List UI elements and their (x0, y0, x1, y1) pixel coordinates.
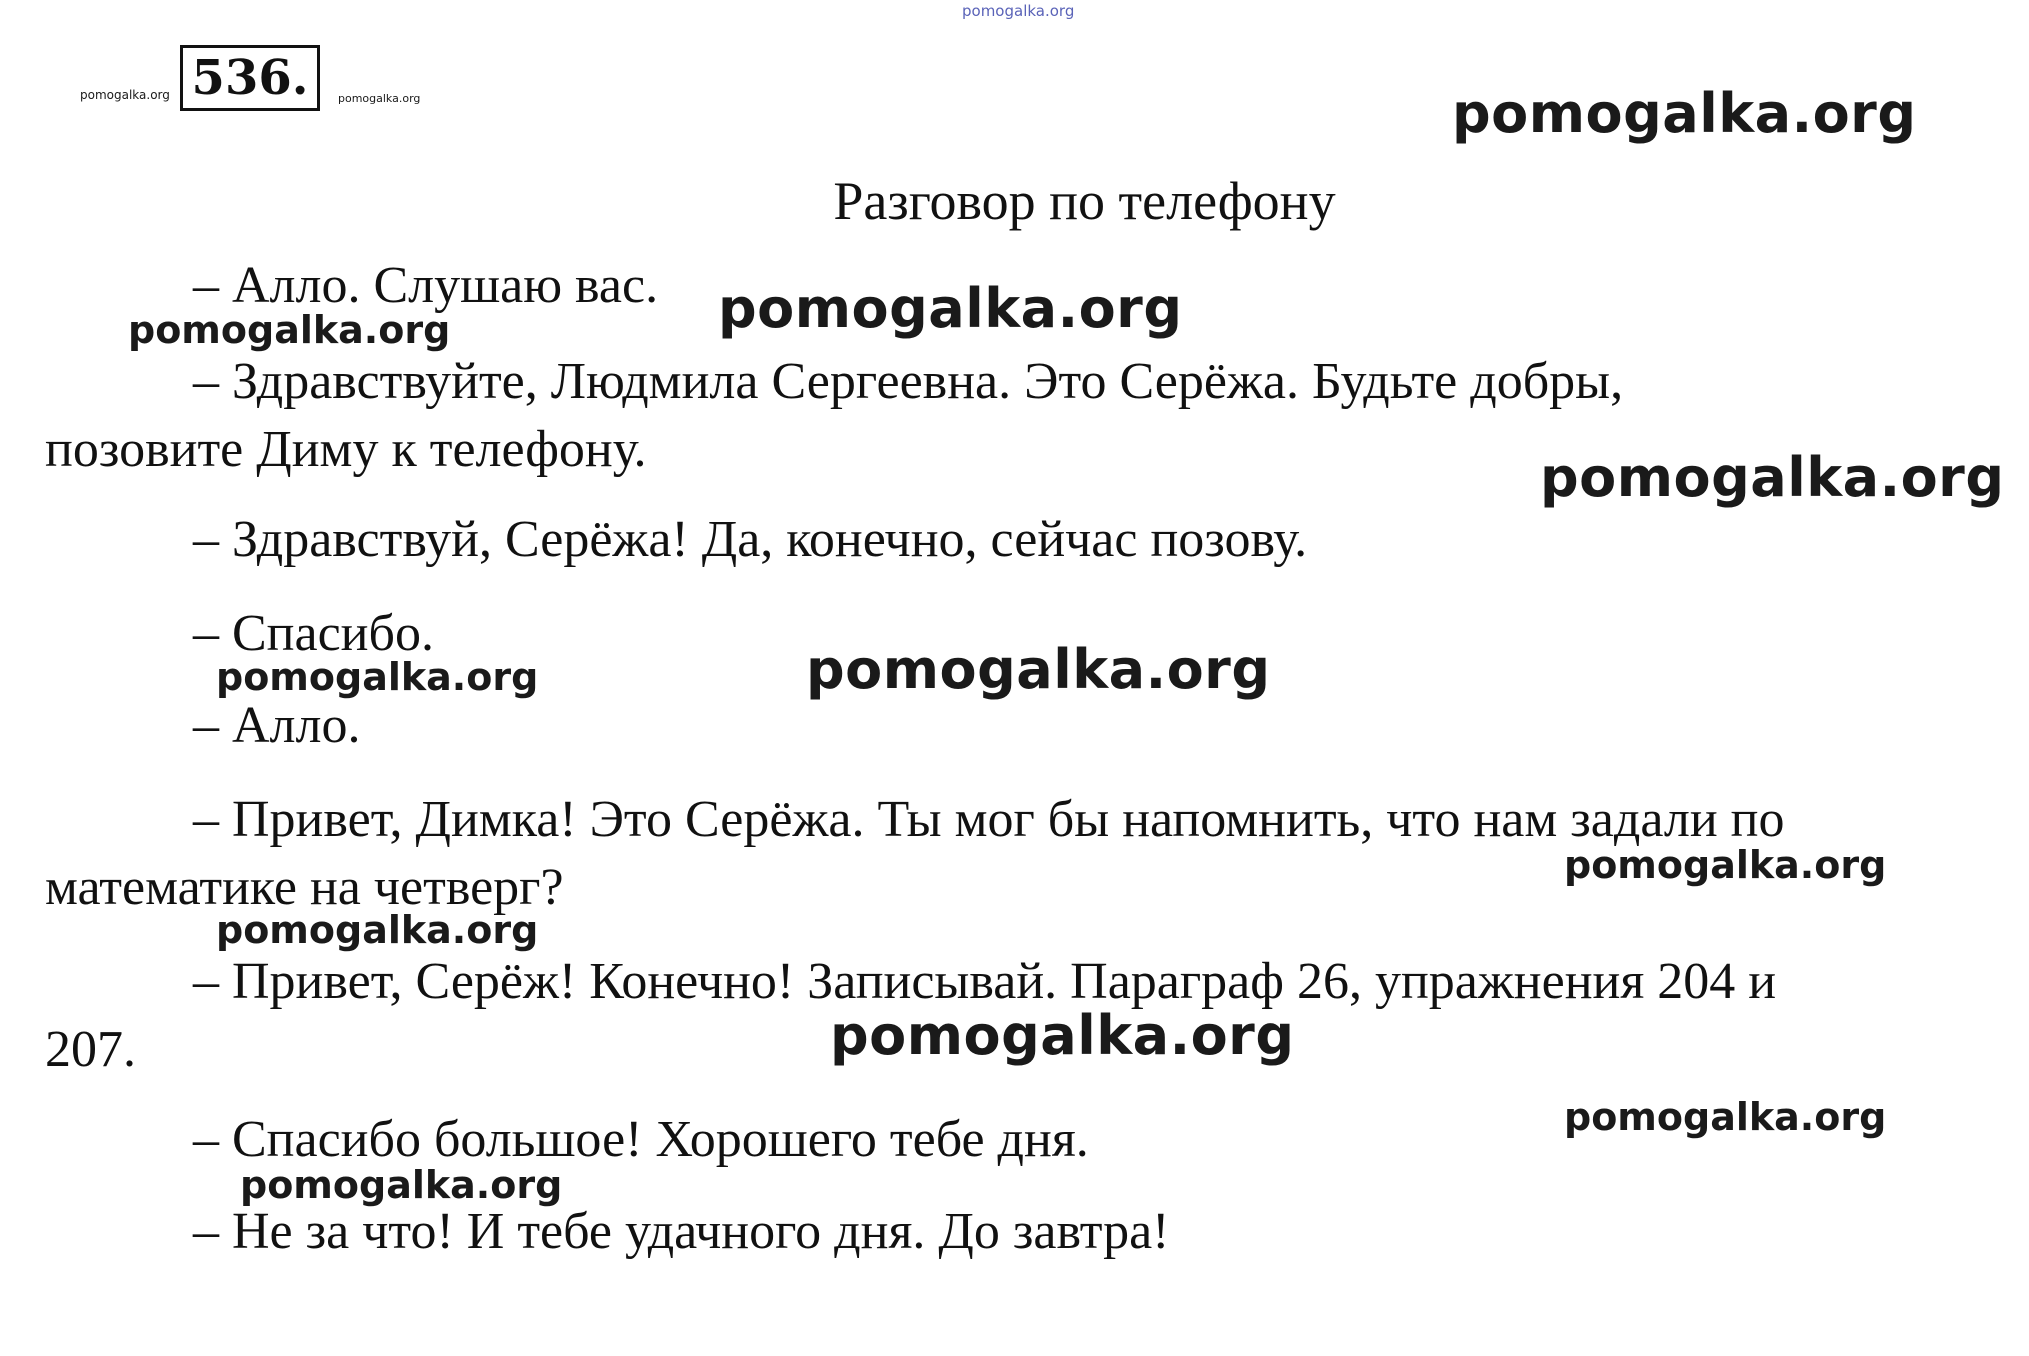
dialogue-line: – Алло. (193, 697, 361, 754)
page-title: Разговор по телефону (833, 171, 1336, 231)
exercise-number-box (180, 45, 320, 111)
exercise-number: 536. (191, 50, 309, 106)
dialogue-line: – Не за что! И тебе удачного дня. До завтра! (193, 1203, 1170, 1260)
dialogue-line: позовите Диму к телефону. (45, 421, 647, 478)
dialogue-line: – Привет, Серёж! Конечно! Записывай. Параграф 26, упражнения 204 и (193, 953, 1777, 1010)
watermark: pomogalka.org (1540, 446, 2005, 509)
dialogue-line: – Спасибо. (193, 605, 434, 662)
dialogue-line: – Алло. Слушаю вас. (193, 257, 659, 314)
watermark: pomogalka.org (240, 1163, 563, 1207)
watermark: pomogalka.org (1452, 82, 1917, 145)
dialogue-line: математике на четверг? (45, 859, 564, 916)
dialogue-line: – Здравствуйте, Людмила Сергеевна. Это Серёжа. Будьте добры, (193, 353, 1624, 410)
dialogue-line: – Спасибо большое! Хорошего тебе дня. (193, 1111, 1089, 1168)
watermark: pomogalka.org (718, 277, 1183, 340)
watermark: pomogalka.org (806, 638, 1271, 701)
watermark: pomogalka.org (128, 308, 451, 352)
watermark: pomogalka.org (216, 908, 539, 952)
dialogue-line: 207. (45, 1021, 136, 1078)
watermark: pomogalka.org (1564, 1095, 1887, 1139)
watermark: pomogalka.org (830, 1004, 1295, 1067)
watermark: pomogalka.org (216, 655, 539, 699)
watermark-small: pomogalka.org (338, 92, 421, 105)
dialogue-line: – Здравствуй, Серёжа! Да, конечно, сейчас позову. (193, 511, 1308, 568)
top-watermark: pomogalka.org (962, 2, 1075, 20)
watermark: pomogalka.org (1564, 843, 1887, 887)
watermark-small: pomogalka.org (80, 88, 170, 102)
dialogue-line: – Привет, Димка! Это Серёжа. Ты мог бы напомнить, что нам задали по (193, 791, 1785, 848)
